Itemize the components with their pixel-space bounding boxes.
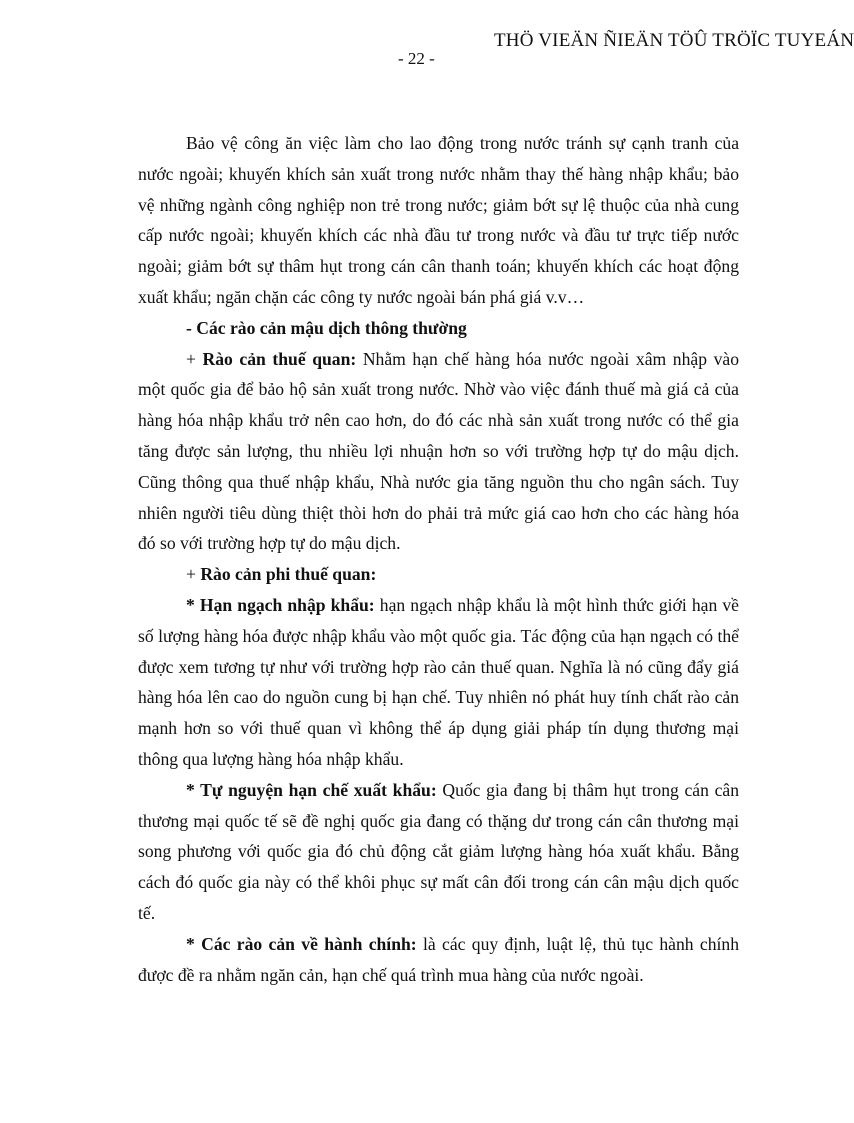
quota-text: hạn ngạch nhập khẩu là một hình thức giới hạn về số lượng hàng hóa được nhập khẩu vào một quốc gia. Tác động của hạn ngạch có thể được xem tương tự như với trường hợp rào cản thuế quan. Nghĩa là nó cũng đẩy giá hàng hóa lên cao do nguồn cung bị hạn chế. Tuy nhiên nó phát huy tính chất rào cản mạnh hơn so với thuế quan vì không thể áp dụng giải pháp tín dụng thương mại thông qua lượng hàng hóa nhập khẩu. [138, 594, 739, 769]
admin-label: * Các rào cản về hành chính: [186, 933, 417, 954]
tariff-text: Nhằm hạn chế hàng hóa nước ngoài xâm nhập vào một quốc gia để bảo hộ sản xuất trong nước. Nhờ vào việc đánh thuế mà giá cả của hàng hóa nhập khẩu trở nên cao hơn, do đó các nhà sản xuất trong nước có thể gia tăng được sản lượng, thu nhiều lợi nhuận hơn so với trường hợp tự do mậu dịch. Cũng thông qua thuế nhập khẩu, Nhà nước gia tăng nguồn thu cho ngân sách. Tuy nhiên người tiêu dùng thiệt thòi hơn do phải trả mức giá cao hơn cho các hàng hóa đó so với trường hợp tự do mậu dịch. [138, 348, 739, 554]
nontariff-lead: + [186, 564, 201, 585]
nontariff-label: Rào cản phi thuế quan: [200, 564, 377, 585]
paragraph-administrative-barriers [138, 929, 739, 991]
paragraph-voluntary-export-restraint [138, 775, 739, 929]
admin-text: là các quy định, luật lệ, thủ tục hành chính được đề ra nhằm ngăn cản, hạn chế quá trình mua hàng của nước ngoài. [138, 933, 740, 985]
heading-common-barriers-text: - Các rào cản mậu dịch thông thường [186, 317, 467, 338]
paragraph-import-quota [138, 590, 739, 775]
page-number: - 22 - [398, 49, 435, 68]
ver-text: Quốc gia đang bị thâm hụt trong cán cân thương mại quốc tế sẽ đề nghị quốc gia đang có thặng dư trong cán cân thương mại song phương với quốc gia đó chủ động cắt giảm lượng hàng hóa xuất khẩu. Bằng cách đó quốc gia này có thể khôi phục sự mất cân đối trong cán cân mậu dịch quốc tế. [138, 779, 740, 923]
tariff-lead: + [186, 348, 203, 369]
quota-label: * Hạn ngạch nhập khẩu: [186, 594, 375, 615]
paragraph-nontariff-barrier [138, 559, 739, 590]
document-body [138, 128, 739, 990]
paragraph-tariff-barrier [138, 344, 739, 560]
header-title: THÖ VIEÄN ÑIEÄN TÖÛ TRÖÏC TUYEÁN [494, 30, 854, 51]
paragraph-protection-goals: Bảo vệ công ăn việc làm cho lao động trong nước tránh sự cạnh tranh của nước ngoài; khuyến khích sản xuất trong nước nhằm thay thế hàng nhập khẩu; bảo vệ những ngành công nghiệp non trẻ trong nước; giảm bớt sự lệ thuộc của nhà cung cấp nước ngoài; khuyến khích các nhà đầu tư trong nước và đầu tư trực tiếp nước ngoài; giảm bớt sự thâm hụt trong cán cân thanh toán; khuyến khích các hoạt động xuất khẩu; ngăn chặn các công ty nước ngoài bán phá giá v.v… [138, 133, 739, 307]
tariff-label: Rào cản thuế quan: [202, 348, 357, 369]
heading-common-barriers [138, 313, 739, 344]
ver-label: * Tự nguyện hạn chế xuất khẩu: [186, 779, 437, 800]
